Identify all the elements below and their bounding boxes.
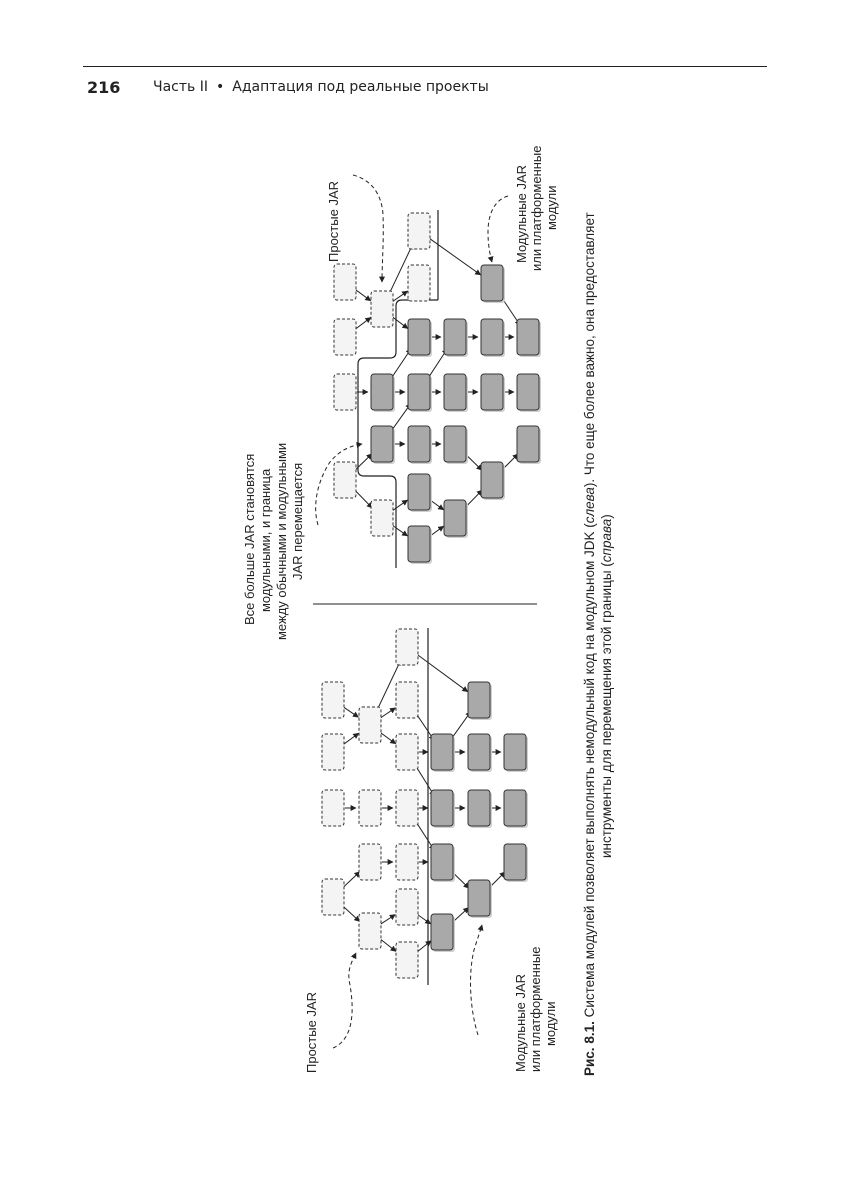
left-modular-jar-node [504,790,528,828]
right-modular-jar-node [371,374,395,412]
right-node-box [334,264,356,300]
right-plain-jar-label: Простые JAR [326,180,341,262]
caption-italic-2: справа [599,518,614,563]
left-node-box [504,844,526,880]
left-plain-jar-node [396,790,418,826]
right-plain-jar-node [334,264,356,300]
left-node-box [322,734,344,770]
caption-text-2b: ) [599,514,614,519]
right-edge [392,525,408,536]
left-edge [379,938,396,951]
left-plain-jar-node [322,734,344,770]
left-modular-jar-node [431,914,455,952]
caption-line-1 [582,212,597,1076]
right-node-box [517,319,539,355]
right-plain-jar-node [334,374,356,410]
right-modular-jar-node [481,462,505,500]
right-edge [354,454,372,472]
left-node-box [359,790,381,826]
right-node-box [408,213,430,249]
left-node-box [322,682,344,718]
left-node-box [468,880,490,916]
right-modular-jar-node [517,319,541,357]
left-node-box [468,682,490,718]
left-node-box [322,790,344,826]
right-node-box [408,374,430,410]
right-plain-jar-node [334,319,356,355]
left-plain-pointer [333,953,356,1048]
left-modular-jar-node [504,734,528,772]
right-modular-jar-node [371,426,395,464]
left-plain-jar-node [396,629,418,665]
right-plain-jar-node [371,291,393,327]
right-modular-jar-node [517,374,541,412]
left-node-box [468,734,490,770]
left-edge [417,654,468,692]
part-label: Часть II [153,79,208,95]
right-note-1: Все больше JAR становятся [242,453,257,625]
right-modular-jar-node [517,426,541,464]
right-node-box [444,500,466,536]
right-modular-jar-node [444,426,468,464]
left-plain-jar-node [359,844,381,880]
left-edge [343,733,359,745]
right-plain-jar-node [371,500,393,536]
left-node-box [396,844,418,880]
left-node-box [396,790,418,826]
right-edge [392,316,408,328]
left-node-box [431,844,453,880]
left-node-box [431,914,453,950]
left-panel [304,628,558,1073]
right-node-box [334,319,356,355]
right-edge [355,317,371,329]
page-number: 216 [87,78,121,97]
right-modular-jar-node [481,265,505,303]
left-plain-jar-node [396,734,418,770]
section-title: Адаптация под реальные проекты [232,79,489,95]
left-edge [380,915,395,925]
right-modular-label-3: модули [544,185,559,230]
right-node-box [444,374,466,410]
left-edge [380,732,396,744]
right-node-box [517,374,539,410]
left-modular-jar-node [468,790,492,828]
left-node-box [359,913,381,949]
left-node-box [396,942,418,978]
left-plain-jar-node [396,682,418,718]
left-node-box [504,734,526,770]
right-node-box [334,462,356,498]
right-node-box [408,265,430,301]
left-plain-jar-node [322,879,344,915]
caption-italic-1: слева [582,487,597,524]
right-node-box [481,319,503,355]
right-node-box [481,462,503,498]
left-edge [416,941,431,953]
left-node-box [396,734,418,770]
left-plain-jar-node [359,790,381,826]
left-plain-jar-node [396,844,418,880]
left-node-box [322,879,344,915]
separator: • [216,79,225,95]
right-plain-jar-node [334,462,356,498]
right-node-box [517,426,539,462]
left-plain-jar-node [322,682,344,718]
right-modular-jar-node [481,374,505,412]
left-modular-jar-node [431,844,455,882]
right-node-box [371,374,393,410]
right-note-3: между обычными и модульными [274,442,289,640]
caption-text-2a: инструменты для перемещения этой границы ( [599,562,614,858]
left-modular-jar-node [468,734,492,772]
right-edge [392,500,408,511]
right-node-box [408,474,430,510]
left-modular-jar-node [468,682,492,720]
left-node-box [396,629,418,665]
left-node-box [359,844,381,880]
caption-line-2 [599,514,614,858]
left-edge [380,708,395,718]
right-node-box [444,319,466,355]
right-modular-jar-node [408,474,432,512]
right-node-box [371,426,393,462]
right-node-box [371,500,393,536]
right-node-box [371,291,393,327]
left-modular-label-3: модули [543,1001,558,1046]
right-modular-jar-node [408,374,432,412]
left-nodes [322,629,528,978]
right-modular-jar-node [444,500,468,538]
left-plain-jar-node [359,913,381,949]
right-panel [242,146,559,641]
right-modular-jar-node [408,526,432,564]
left-modular-jar-node [431,734,455,772]
right-node-box [481,265,503,301]
left-plain-jar-node [359,707,381,743]
right-plain-pointer [353,175,383,282]
right-note-2: модульными, и граница [258,468,273,612]
right-node-box [408,319,430,355]
right-modular-label-1: Модульные JAR [514,164,529,263]
caption-bold: Рис. 8.1. [582,1021,597,1076]
left-plain-jar-node [322,790,344,826]
left-modular-label-2: или платформенные [528,946,543,1072]
right-plain-jar-node [408,213,430,249]
left-plain-jar-label: Простые JAR [304,991,319,1073]
caption-text-1a: Система модулей позволяет выполнять немодульный код на модульном JDK ( [582,523,597,1022]
right-modular-jar-node [408,319,432,357]
left-modular-label-1: Модульные JAR [513,973,528,1072]
right-modular-pointer [488,196,508,262]
left-node-box [396,682,418,718]
right-modular-label-2: или платформенные [529,145,544,271]
right-modular-jar-node [408,426,432,464]
right-edge [355,289,371,301]
left-edge [342,905,360,921]
left-modular-jar-node [431,790,455,828]
left-node-box [431,734,453,770]
right-node-box [408,426,430,462]
left-node-box [504,790,526,826]
right-modular-jar-node [444,374,468,412]
right-node-box [408,526,430,562]
left-modular-jar-node [504,844,528,882]
caption-text-1b: ). Что еще более важно, она предоставляет [582,212,597,488]
left-modular-jar-node [468,880,492,918]
right-node-box [481,374,503,410]
left-edge [342,872,360,889]
right-node-box [444,426,466,462]
left-modular-pointer [471,925,482,1035]
right-modular-jar-node [444,319,468,357]
left-plain-jar-node [396,889,418,925]
left-node-box [431,790,453,826]
left-edge [343,707,358,717]
left-node-box [359,707,381,743]
figure-caption [582,212,614,1076]
left-node-box [396,889,418,925]
right-node-box [334,374,356,410]
right-edge [429,238,481,275]
right-note-4: JAR перемещается [290,462,305,580]
left-plain-jar-node [396,942,418,978]
left-node-box [468,790,490,826]
right-modular-jar-node [481,319,505,357]
right-plain-jar-node [408,265,430,301]
